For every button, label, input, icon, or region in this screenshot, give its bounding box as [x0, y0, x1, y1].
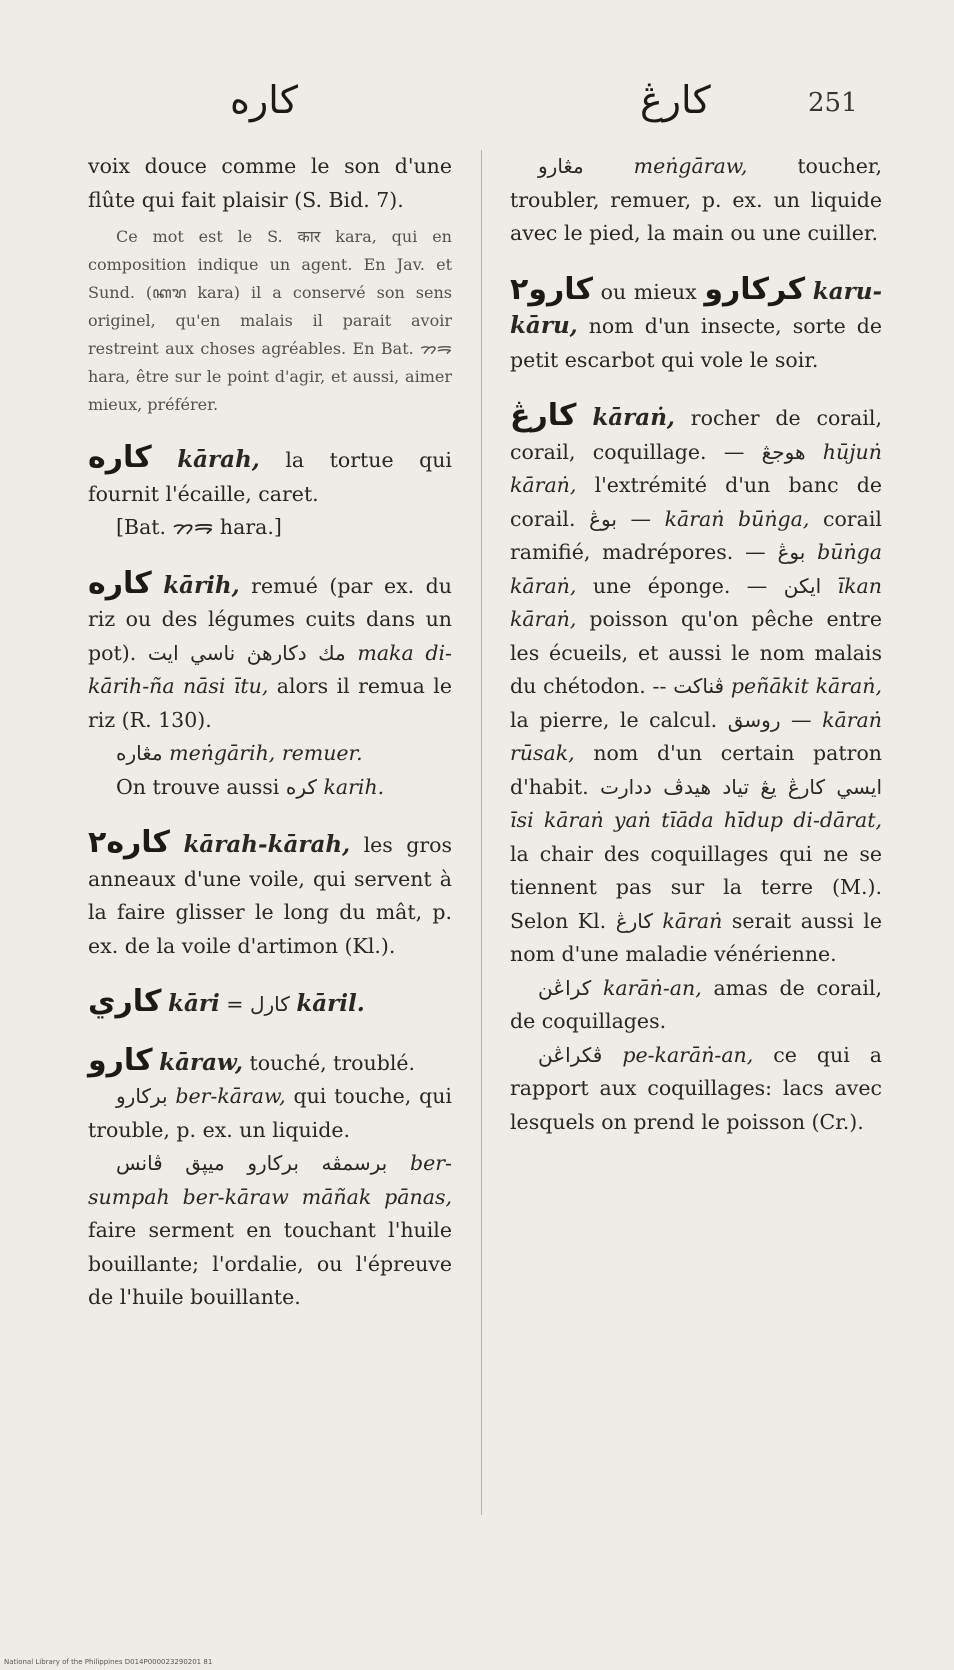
- variant-arabic: كره: [285, 774, 317, 799]
- subentry-arabic: برسمڤه بركارو ميڽق ڤانس: [116, 1151, 388, 1175]
- headword: kārah,: [177, 446, 260, 473]
- headword: kārih,: [163, 571, 240, 599]
- subentry-ber-sumpah: [88, 1147, 452, 1315]
- translation: alors il remua le riz (R. 130).: [88, 674, 452, 732]
- dash: —: [630, 506, 651, 531]
- compound-definition: serait aussi le nom d'une maladie vénérienne.: [510, 908, 882, 966]
- compound-definition: la pierre, le calcul.: [510, 707, 718, 732]
- definition: touché, troublé.: [249, 1050, 416, 1075]
- subentry-definition: toucher, troubler, remuer, p. ex. un liquide avec le pied, la main ou une cuiller.: [510, 154, 882, 245]
- right-column: [510, 150, 882, 1139]
- compound: hūjuṅ kāraṅ,: [510, 439, 882, 497]
- compound: kāraṅ būṅga,: [664, 506, 810, 531]
- compound-arabic: ڤناكت: [673, 674, 725, 698]
- left-column: [88, 150, 452, 1315]
- headword: kārah-kārah,: [183, 831, 351, 858]
- entry-karang: [510, 399, 882, 972]
- subentry-arabic: مڠارو: [538, 154, 584, 178]
- headword-arabic: كاره٢: [88, 825, 171, 860]
- scan-footer: National Library of the Philippines D014P000023290201 81: [4, 1658, 213, 1666]
- connector: ou mieux: [600, 279, 697, 304]
- compound-definition: une éponge. —: [592, 573, 768, 598]
- subentry-definition: amas de corail, de coquillages.: [510, 975, 882, 1033]
- subentry-arabic: ڤكراڠن: [538, 1042, 603, 1067]
- compound-arabic: ايسي كارڠ يڠ تياد هيدڤ ددارت: [600, 774, 882, 799]
- equals-sign: =: [226, 992, 244, 1016]
- compound-arabic: ايكن: [783, 573, 822, 598]
- headword: kāri: [168, 990, 220, 1017]
- compound-definition: l'extrémité d'un banc de corail.: [510, 473, 882, 531]
- compound: īsi kāraṅ yaṅ tīāda hīdup di-dārat,: [510, 808, 882, 832]
- compound: īkan kāraṅ,: [510, 573, 882, 631]
- entry-kari: [88, 985, 452, 1022]
- subentry-arabic: كراڠن: [538, 975, 592, 1000]
- dash: —: [791, 707, 812, 732]
- definition: remué (par ex. du riz ou des légumes cuits dans un pot).: [88, 573, 452, 665]
- subentry-mengarih: [88, 737, 452, 771]
- subentry-karang-an: [510, 972, 882, 1039]
- definition: rocher de corail, corail, coquillage. —: [510, 406, 882, 464]
- headword-arabic-alt: كركارو: [704, 271, 806, 307]
- subentry: ber-kāraw,: [175, 1084, 286, 1108]
- compound: peñākit kāraṅ,: [730, 674, 882, 698]
- subentry-definition: ce qui a rapport aux coquillages: lacs avec lesquels on prend le poisson (Cr.).: [510, 1042, 882, 1134]
- compound-definition: poisson qu'on pêche entre les écueils, et aussi le nom malais du chétodon. --: [510, 607, 882, 698]
- subentry-pe-karang-an: [510, 1039, 882, 1140]
- left-running-head: كاره: [230, 78, 298, 122]
- headword-arabic: كاره: [88, 565, 152, 601]
- headword-arabic: كارو٢: [510, 271, 593, 307]
- subentry-definition: qui touche, qui trouble, p. ex. un liquide.: [88, 1084, 452, 1142]
- subentry-arabic: بركارو: [116, 1084, 168, 1108]
- entry-karu-karu: [510, 273, 882, 378]
- subentry: ber-sumpah ber-kāraw māñak pānas,: [88, 1151, 452, 1209]
- etymology-note: Ce mot est le S. कार kara, qui en composition indique un agent. En Jav. et Sund. (ꦏꦫ kara) il a conservé son sens originel, qu'en malais il parait avoir restreint aux choses agréables. En Bat. ᯂᯒ hara, être sur le point d'agir, et aussi, aimer mieux, préférer.: [88, 227, 452, 414]
- subentry: karāṅ-an,: [602, 975, 702, 1000]
- definition: nom d'un insecte, sorte de petit escarbot qui vole le soir.: [510, 314, 882, 372]
- headword: kāraṅ,: [592, 404, 675, 431]
- entry-karah: [88, 441, 452, 511]
- column-divider: [481, 150, 482, 1515]
- entry-note: [Bat. ᯂᯒ hara.]: [116, 515, 282, 539]
- subentry: meṅgāraw,: [633, 154, 748, 178]
- definition: la tortue qui fournit l'écaille, caret.: [88, 448, 452, 506]
- headword-arabic: كارو: [88, 1042, 153, 1078]
- compound: būṅga kāraṅ,: [510, 540, 882, 598]
- example-arabic: مك دكارهڽ ناسي ايت: [147, 640, 346, 665]
- entry-karaw: [88, 1044, 452, 1081]
- compound-arabic: كارڠ: [615, 908, 653, 933]
- subentry-definition: faire serment en touchant l'huile bouillante; l'ordalie, ou l'épreuve de l'huile bouillante.: [88, 1218, 452, 1309]
- compound: kāraṅ rūsak,: [510, 707, 882, 765]
- subentry: meṅgārih, remuer.: [169, 741, 363, 765]
- definition: les gros anneaux d'une voile, qui servent à la faire glisser le long du mât, p. ex. de la voile d'artimon (Kl.).: [88, 833, 452, 958]
- entry-continuation: voix douce comme le son d'une flûte qui fait plaisir (S. Bid. 7).: [88, 154, 452, 212]
- page-number: 251: [808, 88, 858, 118]
- compound-definition: la chair des coquillages qui ne se tiennent pas sur la terre (M.). Selon Kl.: [510, 841, 882, 933]
- subentry-mengaraw: [510, 150, 882, 251]
- compound-arabic: بوڠ: [777, 540, 806, 564]
- compound-arabic: بوڠ: [589, 506, 617, 531]
- compound-arabic: روسق: [727, 707, 781, 732]
- example: maka di-kārih-ña nāsi ītu,: [88, 640, 452, 698]
- headword-arabic: كاره: [88, 440, 152, 475]
- compound-definition: corail ramifié, madrépores. —: [510, 506, 882, 564]
- crossref-headword: kāril.: [296, 990, 365, 1017]
- compound: kāraṅ: [662, 908, 723, 933]
- subentry: pe-karāṅ-an,: [622, 1042, 754, 1067]
- headword: kāraw,: [159, 1048, 243, 1076]
- variant-form: karih.: [323, 774, 385, 799]
- subentry-arabic: مڠاره: [116, 741, 163, 765]
- headword-arabic: كارڠ: [510, 398, 577, 433]
- variant-label: On trouve aussi: [116, 774, 280, 799]
- right-running-head: كارڠ: [640, 78, 711, 122]
- headword: karu-kāru,: [510, 277, 882, 339]
- headword-arabic: كاري: [88, 984, 162, 1019]
- variant-note: [88, 771, 452, 805]
- compound-arabic: هوجڠ: [761, 439, 806, 464]
- entry-karih: [88, 567, 452, 738]
- compound-definition: nom d'un certain patron d'habit.: [510, 741, 882, 799]
- entry-karah-karah: [88, 826, 452, 963]
- crossref-arabic: كارل: [249, 992, 290, 1016]
- subentry-ber-karaw: [88, 1080, 452, 1147]
